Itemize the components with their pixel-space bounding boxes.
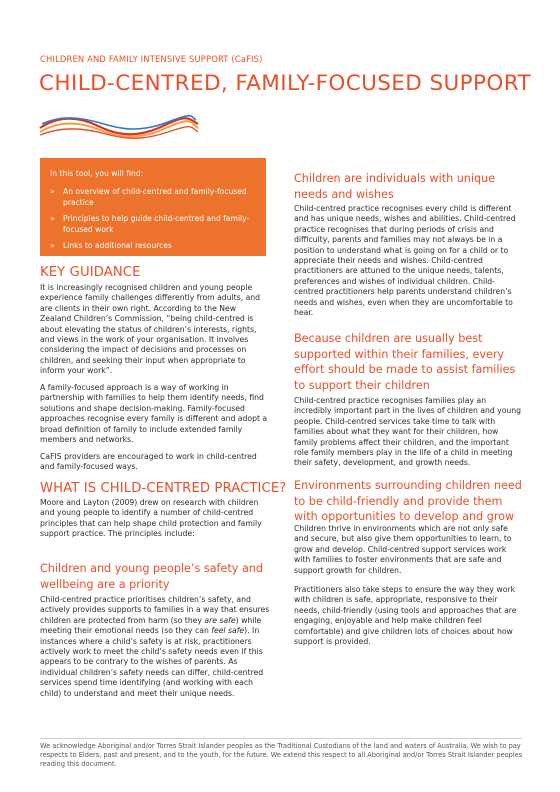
safety-heading: Children and young people’s safety and wellbeing are a priority	[40, 562, 263, 591]
key-guidance-paragraph-3: CaFIS providers are encouraged to work in child-centred and family-focused ways.	[40, 452, 257, 472]
environments-heading: Environments surrounding children need to be child-friendly and provide them with opportunities to develop and grow	[294, 479, 522, 523]
supported-heading: Because children are usually best supported within their families, every effort should be made to assist families to support their children	[294, 332, 516, 392]
list-item: » Links to additional resources	[50, 241, 172, 250]
key-guidance-paragraph-1: It is increasingly recognised children and young people experience family challenges differently from adults, and are clients in their own right. According to the New Zealand Children’s Commission, “being child-centred is about elevating the status of children’s interests, rights, and views in the work of your organisation. It involves considering the impact of decisions and processes on children, and seeking their input when appropriate to inform your work”.	[40, 283, 261, 376]
tool-summary-list	[50, 186, 256, 251]
individuals-heading: Children are individuals with unique needs and wishes	[294, 172, 496, 201]
what-is-paragraph: Moore and Layton (2009) drew on research with children and young people to identify a number of child-centred principles that can help shape child protection and family support practice. The principles include:	[40, 498, 262, 539]
environments-paragraph-1: Children thrive in environments which are not only safe and secure, but also give them opportunities to learn, to grow and develop. Child-centred support services work with families to foster environments that are safe and support growth for children.	[294, 524, 512, 575]
individuals-paragraph: Child-centred practice recognises every child is different and has unique needs, wishes and abilities. Child-centred practice recognises that during periods of crisis and difficulty, parents and families may not always be in a position to understand what is going on for a child or to appreciate their needs and wishes. Child-centred practitioners are attuned to the unique needs, talents, preferences and wishes of individual children. Child-centred practitioners help parents understand children’s needs and wishes, even when they are uncomfortable to hear.	[294, 204, 516, 318]
key-guidance-paragraph-2: A family-focused approach is a way of working in partnership with families to help them identify needs, find solutions and shape decision-making. Family-focused approaches recognise every family is different and adopt a broad definition of family to include extended family members and networks.	[40, 383, 268, 445]
acknowledgement-footer: We acknowledge Aboriginal and/or Torres Strait Islander peoples as the Traditional Custodians of the land and waters of Australia. We wish to pay respects to Elders, past and present, and to the youth, for the future. We extend this respect to all Aboriginal and/or Torres Strait Islander peoples reading this document.	[40, 742, 523, 769]
key-guidance-heading: KEY GUIDANCE	[40, 265, 141, 280]
decorative-wave-icon	[38, 112, 200, 142]
list-item: » An overview of child-centred and family-focused practice	[50, 187, 247, 207]
bullet-chevron-icon: »	[50, 187, 55, 196]
supported-paragraph: Child-centred practice recognises families play an incredibly important part in the lives of children and young people. Child-centred services take time to talk with families about what they want for their children, how family problems affect their children, and the important role family members play in the life of a child in meeting their safety, development, and growth needs.	[294, 396, 522, 468]
tool-summary-box	[40, 158, 266, 256]
safety-paragraph: Child-centred practice prioritises children’s safety, and actively provides supports to families in a way that ensures children are protected from harm (so they are safe) while meeting their emotional needs (so they can feel safe). In instances where a child’s safety is at risk, practitioners actively work to meet the child’s safety needs even if this appears to be contrary to the wishes of parents. As individual children’s safety needs can differ, child-centred services spend time identifying (and working with each child) to understand and meet their unique needs.	[40, 595, 270, 698]
what-is-heading: WHAT IS CHILD-CENTRED PRACTICE?	[40, 481, 287, 496]
environments-paragraph-2: Practitioners also take steps to ensure the way they work with children is safe, appropriate, responsive to their needs, child-friendly (using tools and approaches that are engaging, enjoyable and help make children feel comfortable) and give children lots of choices about how support is provided.	[294, 585, 517, 647]
bullet-chevron-icon: »	[50, 214, 55, 223]
list-item: » Principles to help guide child-centred and family-focused work	[50, 214, 250, 234]
page-title: CHILD-CENTRED, FAMILY-FOCUSED SUPPORT	[39, 71, 532, 96]
bullet-chevron-icon: »	[50, 241, 55, 250]
document-kicker: CHILDREN AND FAMILY INTENSIVE SUPPORT (CaFIS)	[40, 54, 263, 64]
footer-divider	[40, 738, 522, 739]
tool-summary-intro: In this tool, you will find:	[50, 169, 144, 178]
